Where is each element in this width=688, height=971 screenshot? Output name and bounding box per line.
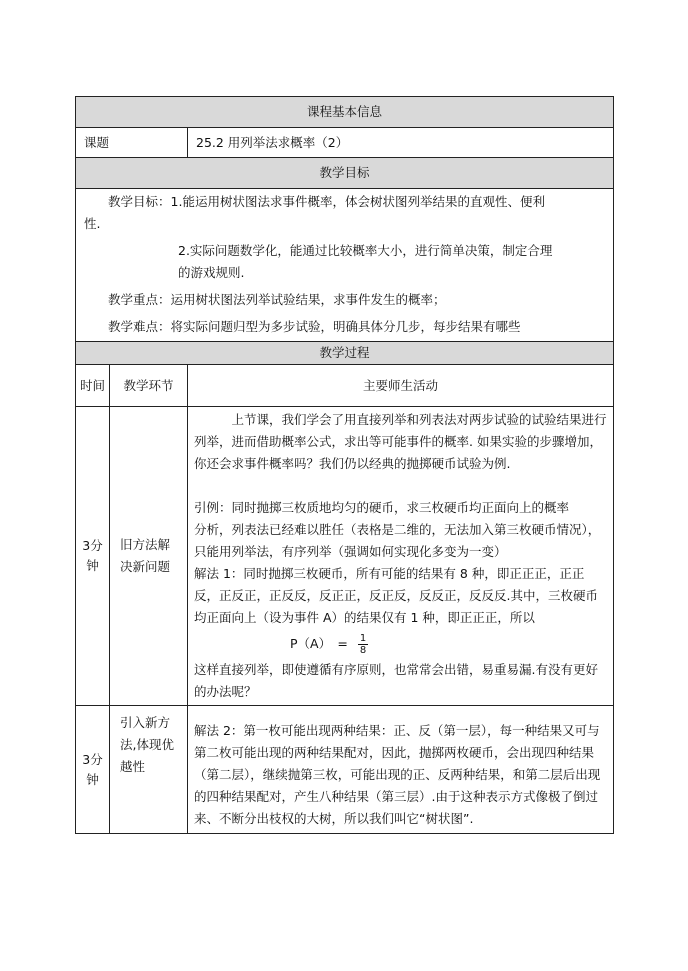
row-2-time: 3分钟 <box>76 706 110 834</box>
key-point <box>82 289 607 311</box>
row-2-activity <box>188 706 614 834</box>
lesson-plan-page <box>75 96 613 834</box>
goal-1-continuation: 性. <box>84 216 101 231</box>
row-1-time: 3分钟 <box>76 407 110 706</box>
goal-2-line1: 2.实际问题数学化，能通过比较概率大小，进行简单决策，制定合理 <box>178 243 553 258</box>
formula-lhs: P（A） = <box>290 636 348 651</box>
row-1-closing: 这样直接列举，即使遵循有序原则，也常常会出错，易重易漏.有没有更好的办法呢？ <box>194 662 598 699</box>
row-1-intro: 上节课，我们学会了用直接列举和列表法对两步试验的试验结果进行列举，进而借助概率公式，求出等可能事件的概率. 如果实验的步骤增加，你还会求事件概率吗？我们仍以经典的抛掷硬币试验为例. <box>194 412 607 471</box>
row-1-example: 引例：同时抛掷三枚质地均匀的硬币，求三枚硬币均正面向上的概率 <box>194 500 570 515</box>
row-1-activity <box>188 407 614 706</box>
col-header-time: 时间 <box>76 365 110 407</box>
difficulty <box>82 316 607 338</box>
objectives-section-title: 教学目标 <box>76 158 614 189</box>
row-1-stage: 旧方法解决新问题 <box>110 407 188 706</box>
topic-label: 课题 <box>76 128 188 158</box>
objectives-cell <box>76 189 614 342</box>
fraction-numerator: 1 <box>359 632 367 644</box>
col-header-activity: 主要师生活动 <box>188 365 614 407</box>
row-1-analysis: 分析，列表法已经难以胜任（表格是二维的，无法加入第三枚硬币情况），只能用列举法，有序列举（强调如何实现化多变为一变） <box>194 522 601 559</box>
key-point-label: 教学重点： <box>108 292 171 307</box>
row-1-spacer <box>194 475 607 497</box>
probability-formula <box>194 629 607 659</box>
goal-label: 教学目标： <box>108 194 171 209</box>
process-section-title: 教学过程 <box>76 342 614 365</box>
fraction-denominator: 8 <box>359 644 367 656</box>
lesson-plan-table <box>75 96 614 834</box>
goal-1-text: 1.能运用树状图法求事件概率，体会树状图列举结果的直观性、便利 <box>170 194 545 209</box>
row-2-method-2: 解法 2：第一枚可能出现两种结果：正、反（第一层），每一种结果又可与第二枚可能出现的两种结果配对，因此，抛掷两枚硬币，会出现四种结果（第二层），继续抛第三枚，可能出现的正、反两种结果，和第二层后出现的四种结果配对，产生八种结果（第三层）.由于这种表示方式像极了倒过来、不断分出枝权的大树，所以我们叫它“树状图”. <box>194 723 601 826</box>
topic-value: 25.2 用列举法求概率（2） <box>188 128 614 158</box>
difficulty-text: 将实际问题归型为多步试验，明确具体分几步，每步结果有哪些 <box>170 319 521 334</box>
goal-2-line2: 的游戏规则. <box>178 265 245 280</box>
formula-fraction <box>358 633 368 656</box>
difficulty-label: 教学难点： <box>108 319 171 334</box>
key-point-text: 运用树状图法列举试验结果，求事件发生的概率； <box>170 292 446 307</box>
course-info-header: 课程基本信息 <box>76 97 614 128</box>
col-header-stage: 教学环节 <box>110 365 188 407</box>
row-1-method-1: 解法 1：同时抛掷三枚硬币，所有可能的结果有 8 种，即正正正，正正反，正反正，正反反，反正正，反正反，反反正，反反反.其中，三枚硬币均正面向上（设为事件 A）的结果仅有 1 种，即正正正，所以 <box>194 566 598 625</box>
row-2-stage: 引入新方法,体现优越性 <box>110 706 188 834</box>
goal-1 <box>82 191 607 213</box>
